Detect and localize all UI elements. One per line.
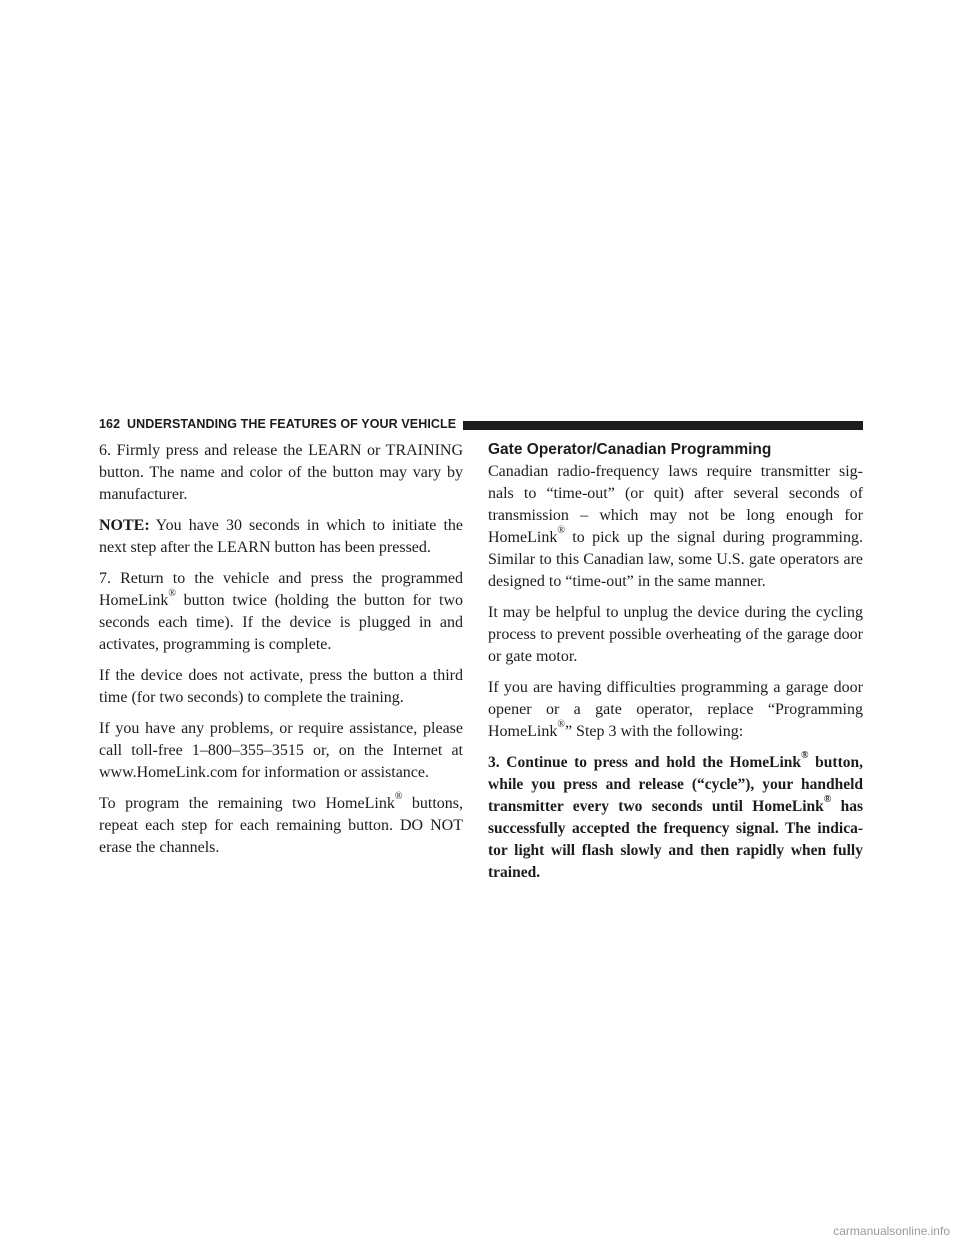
registered-mark: ® — [557, 525, 565, 536]
difficulties-text-b: ” Step 3 with the following: — [564, 723, 744, 740]
canadian-text-a: Canadian radio-frequency laws require transmitter sig-nals to “time-out” (or quit) after several seconds of transmission – which may not be long enough for HomeLink — [488, 463, 863, 546]
right-column — [488, 440, 863, 893]
unplug-paragraph: It may be helpful to unplug the device during the cycling process to prevent possible overheating of the garage door or gate motor. — [488, 604, 863, 665]
problems-paragraph: If you have any problems, or require assistance, please call toll-free 1–800–355–3515 or, on the Internet at www.HomeLink.com for information or assistance. — [99, 720, 463, 781]
step-6-paragraph: 6. Firmly press and release the LEARN or TRAINING button. The name and color of the button may vary by manufacturer. — [99, 442, 463, 503]
difficulties-text-a: If you are having difficulties programming a garage door opener or a gate operator, replace “Programming HomeLink — [488, 679, 863, 740]
header-rule — [463, 421, 863, 430]
step-7-text-b: button twice (holding the button for two seconds each time). If the device is plugged in and activates, programming is complete. — [99, 592, 463, 653]
watermark: carmanualsonline.info — [833, 1224, 950, 1238]
registered-mark: ® — [557, 719, 565, 730]
step-7-text-a: 7. Return to the vehicle and press the programmed HomeLink — [99, 570, 463, 609]
remaining-text-a: To program the remaining two HomeLink — [99, 795, 395, 812]
not-activate-paragraph: If the device does not activate, press the button a third time (for two seconds) to complete the training. — [99, 667, 463, 706]
note-label: NOTE: — [99, 517, 150, 534]
section-heading: Gate Operator/Canadian Programming — [488, 441, 772, 458]
step-7-paragraph — [99, 568, 463, 656]
difficulties-paragraph — [488, 677, 863, 743]
page-number: 162 — [99, 417, 121, 431]
step-3-text-a: 3. Continue to press and hold the HomeLink — [488, 754, 802, 771]
section-title: UNDERSTANDING THE FEATURES OF YOUR VEHICLE — [127, 417, 457, 431]
registered-mark: ® — [394, 791, 403, 802]
step-3-text-b: button, while you press and release (“cycle”), your handheld transmitter every two seconds until HomeLink — [488, 754, 863, 815]
canadian-law-paragraph — [488, 461, 863, 593]
note-paragraph — [99, 515, 463, 559]
remaining-text-b: buttons, repeat each step for each remaining button. DO NOT erase the channels. — [99, 795, 463, 856]
registered-mark: ® — [801, 750, 809, 761]
registered-mark: ® — [168, 588, 176, 599]
remaining-buttons-paragraph — [99, 793, 463, 859]
note-text: You have 30 seconds in which to initiate the next step after the LEARN button has been pressed. — [99, 517, 463, 556]
step-3-paragraph — [488, 752, 863, 884]
canadian-text-b: to pick up the signal during programming. Similar to this Canadian law, some U.S. gate operators are designed to “time-out” in the same manner. — [488, 529, 863, 590]
step-3-text-c: has successfully accepted the frequency signal. The indica-tor light will flash slowly and then rapidly when fully trained. — [488, 798, 863, 881]
left-column — [99, 440, 463, 868]
registered-mark: ® — [823, 794, 832, 805]
page-header — [99, 417, 863, 431]
